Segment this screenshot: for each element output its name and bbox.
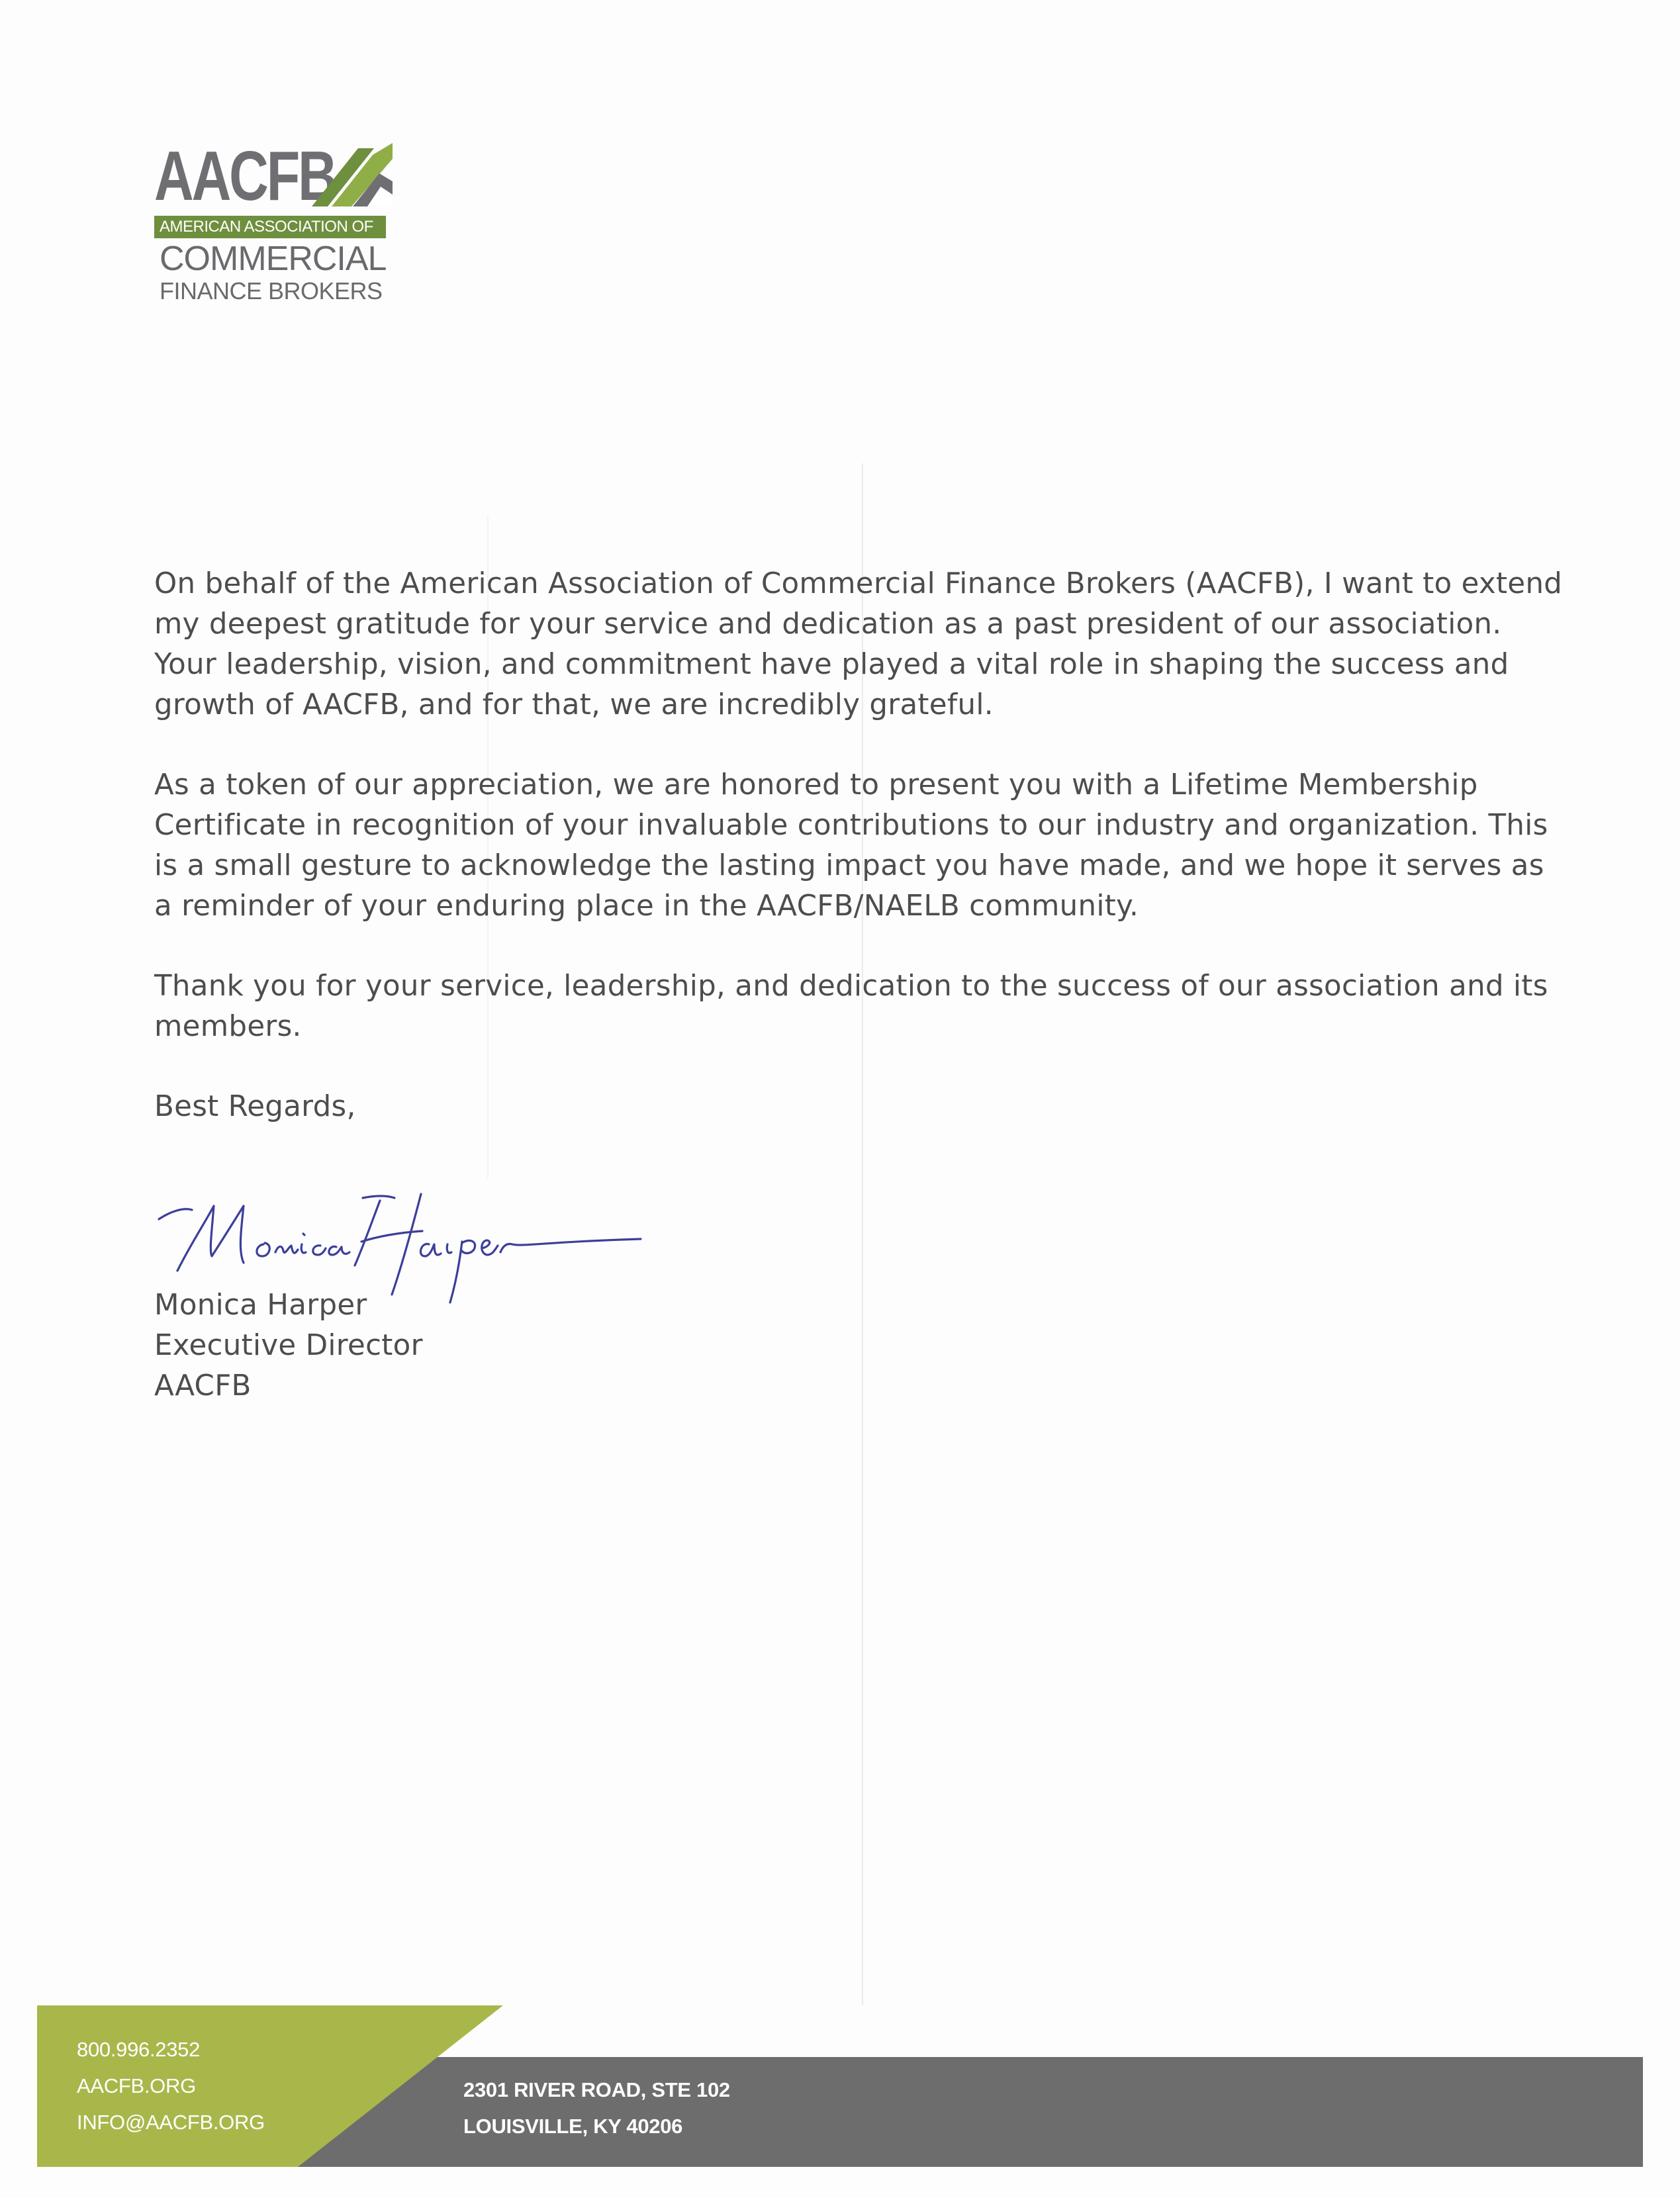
signer-org: AACFB (154, 1369, 252, 1402)
footer-address-line1: 2301 RIVER ROAD, STE 102 (463, 2078, 730, 2101)
letter-paragraph: As a token of our appreciation, we are honored to present you with a Lifetime Membership Certificate in recognition of your invaluable contributions to our industry and organization. This is a small gesture to acknowledge the lasting impact you have made, and we hope it serves as a reminder of your enduring place in the AACFB/NAELB community. (154, 768, 1548, 923)
letter-paragraph: On behalf of the American Association of Commercial Finance Brokers (AACFB), I want to extend my deepest gratitude for your service and dedication as a past president of our association. Your leadership, vision, and commitment have played a vital role in shaping the success and growth of AACFB, and for that, we are incredibly grateful. (154, 567, 1563, 721)
footer-website[interactable]: AACFB.ORG (77, 2074, 196, 2097)
logo-line-finance-brokers: FINANCE BROKERS (160, 277, 383, 304)
logo-top (154, 137, 393, 215)
signer-title: Executive Director (154, 1329, 423, 1362)
letter-body (154, 564, 1564, 1167)
aacfb-logo (154, 137, 393, 304)
logo-acronym: AACFB (154, 137, 336, 215)
chevron-arrow-logo-mark-icon (312, 143, 393, 209)
signer-block (154, 1285, 423, 1406)
logo-band: AMERICAN ASSOCIATION OF (154, 216, 386, 238)
footer-phone[interactable]: 800.996.2352 (77, 2038, 201, 2061)
signer-name: Monica Harper (154, 1289, 367, 1322)
footer-address (463, 2072, 730, 2144)
footer-address-line2: LOUISVILLE, KY 40206 (463, 2115, 683, 2138)
letter-paragraph: Thank you for your service, leadership, and dedication to the success of our association and its members. (154, 970, 1548, 1043)
footer-email[interactable]: INFO@AACFB.ORG (77, 2111, 265, 2134)
footer-contact (77, 2031, 265, 2140)
letterhead-footer (0, 2005, 1680, 2198)
logo-line-commercial: COMMERCIAL (160, 240, 387, 278)
letter-closing: Best Regards, (154, 1090, 356, 1123)
